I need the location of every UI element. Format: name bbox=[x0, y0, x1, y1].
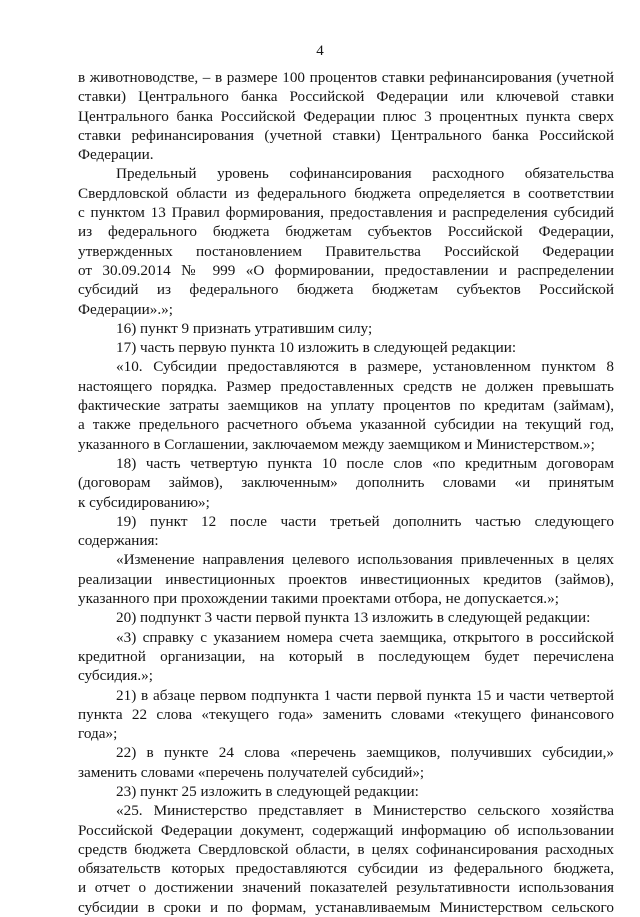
text-line: субсидий из федерального бюджета бюджетам субъектов Российской bbox=[78, 281, 614, 299]
text-line: Центрального банка Российской Федерации плюс 3 процентных пункта сверх bbox=[78, 107, 614, 125]
text-line: (договорам займов), заключенным» дополнить словами «и принятым bbox=[78, 474, 614, 492]
text-line: а также предельного расчетного объема указанной субсидии на текущий год, bbox=[78, 416, 614, 434]
text-line: содержания: bbox=[78, 532, 159, 550]
text-line: обязательств которых предоставляются субсидии из федерального бюджета, bbox=[78, 860, 614, 878]
text-line: «10. Субсидии предоставляются в размере, установленном пунктом 8 bbox=[116, 358, 614, 376]
text-line: 22) в пункте 24 слова «перечень заемщиков, получивших субсидии,» bbox=[116, 744, 614, 762]
text-line: указанного в Соглашении, заключаемом между заемщиком и Министерством.»; bbox=[78, 435, 595, 453]
text-line: 21) в абзаце первом подпункта 1 части первой пункта 15 и части четвертой bbox=[116, 686, 614, 704]
text-line: года»; bbox=[78, 725, 118, 743]
text-line: с пунктом 13 Правил формирования, предоставления и распределения субсидий bbox=[78, 204, 614, 222]
text-line: фактические затраты заемщиков на уплату процентов по кредитам (займам), bbox=[78, 397, 614, 415]
text-line: от 30.09.2014 № 999 «О формировании, предоставлении и распределении bbox=[78, 261, 614, 279]
text-line: Предельный уровень софинансирования расходного обязательства bbox=[116, 165, 614, 183]
text-line: Свердловской области из федерального бюджета определяется в соответствии bbox=[78, 184, 614, 202]
text-line: 20) подпункт 3 части первой пункта 13 изложить в следующей редакции: bbox=[116, 609, 591, 627]
text-line: кредитной организации, на который в последующем будет перечислена bbox=[78, 647, 614, 665]
text-line: 19) пункт 12 после части третьей дополнить частью следующего bbox=[116, 512, 614, 530]
text-line: в животноводстве, – в размере 100 процентов ставки рефинансирования (учетной bbox=[78, 69, 614, 86]
text-line: 23) пункт 25 изложить в следующей редакции: bbox=[116, 782, 419, 800]
text-line: утвержденных постановлением Правительства Российской Федерации bbox=[78, 242, 614, 260]
text-line: субсидия.»; bbox=[78, 667, 153, 685]
text-line: настоящего порядка. Размер предоставленных средств не должен превышать bbox=[78, 377, 614, 395]
text-line: к субсидированию»; bbox=[78, 493, 210, 511]
text-line: и отчет о достижении значений показателей результативности использования bbox=[78, 879, 614, 897]
text-line: 18) часть четвертую пункта 10 после слов «по кредитным договорам bbox=[116, 454, 614, 472]
text-line: «25. Министерство представляет в Министерство сельского хозяйства bbox=[116, 802, 614, 820]
text-line: Федерации».»; bbox=[78, 300, 173, 318]
text-line: 17) часть первую пункта 10 изложить в следующей редакции: bbox=[116, 339, 517, 357]
page-number: 4 bbox=[316, 43, 324, 59]
text-line: субсидии в сроки и по формам, устанавливаемым Министерством сельского bbox=[78, 898, 614, 916]
text-line: «Изменение направления целевого использования привлеченных в целях bbox=[116, 551, 614, 569]
document-body bbox=[78, 68, 614, 917]
text-line: средств бюджета Свердловской области, в целях софинансирования расходных bbox=[78, 840, 614, 858]
text-line: Российской Федерации документ, содержащий информацию об использовании bbox=[78, 821, 614, 839]
text-line: пункта 22 слова «текущего года» заменить словами «текущего финансового bbox=[78, 705, 614, 723]
text-line: ставки) Центрального банка Российской Федерации или ключевой ставки bbox=[78, 88, 614, 106]
text-line: ставки рефинансирования (учетной ставки) Центрального банка Российской bbox=[78, 126, 614, 144]
text-line: указанного при прохождении такими проектами отбора, не допускается.»; bbox=[78, 590, 559, 608]
text-line: «3) справку с указанием номера счета заемщика, открытого в российской bbox=[116, 628, 614, 646]
text-line: реализации инвестиционных проектов инвестиционных кредитов (займов), bbox=[78, 570, 614, 588]
text-line: Федерации. bbox=[78, 146, 154, 164]
text-line: из федерального бюджета бюджетам субъектов Российской Федерации, bbox=[78, 223, 614, 241]
text-line: заменить словами «перечень получателей субсидий»; bbox=[78, 763, 425, 781]
text-line: 16) пункт 9 признать утратившим силу; bbox=[116, 319, 373, 337]
